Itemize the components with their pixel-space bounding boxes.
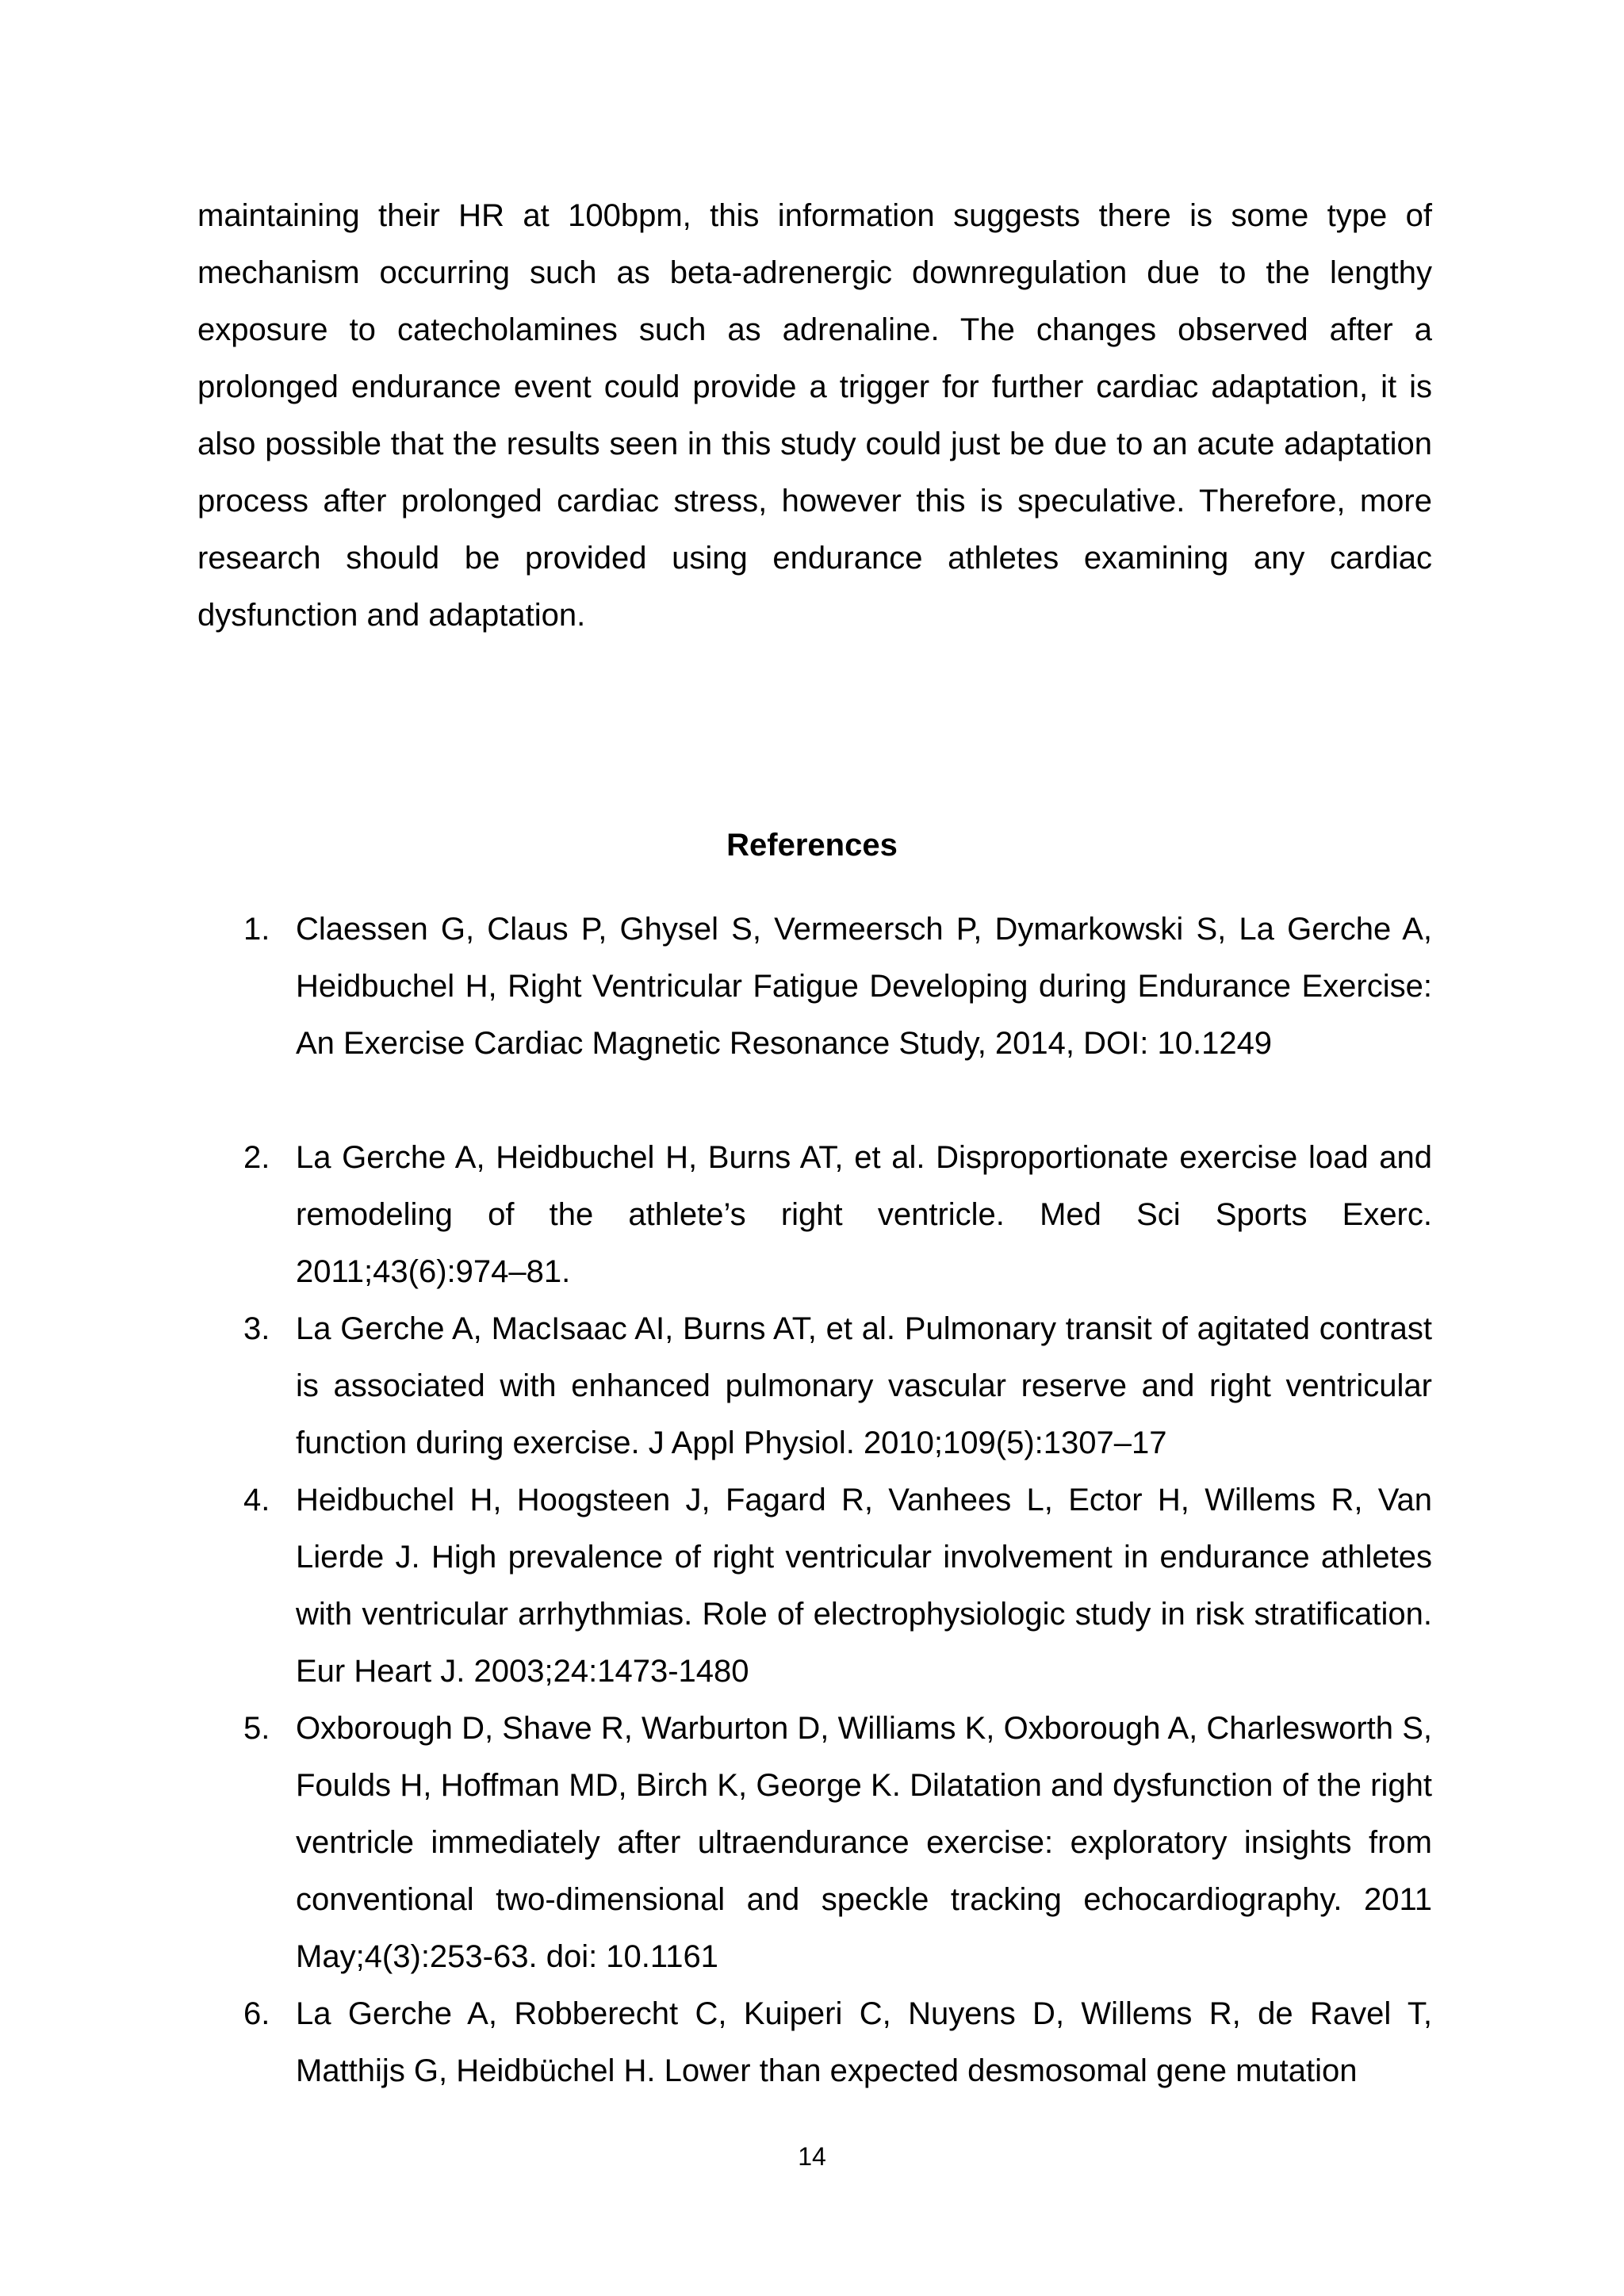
reference-item (197, 1471, 1432, 1700)
reference-text: Heidbuchel H, Hoogsteen J, Fagard R, Vanhees L, Ector H, Willems R, Van Lierde J. High prevalence of right ventricular involvement in endurance athletes with ventricular arrhythmias. Role of electrophysiologic study in risk stratification. Eur Heart J. 2003;24:1473-1480 (296, 1483, 1432, 1689)
reference-number: 5. (243, 1711, 270, 1746)
reference-item (197, 1129, 1432, 1300)
reference-text: Oxborough D, Shave R, Warburton D, Williams K, Oxborough A, Charlesworth S, Foulds H, Hoffman MD, Birch K, George K. Dilatation and dysfunction of the right ventricle immediately after ultraendurance exercise: exploratory insights from conventional two-dimensional and speckle tracking echocardiography. 2011 May;4(3):253-63. doi: 10.1161 (296, 1711, 1432, 1974)
reference-text: Claessen G, Claus P, Ghysel S, Vermeersch P, Dymarkowski S, La Gerche A, Heidbuchel H, Right Ventricular Fatigue Developing during Endurance Exercise: An Exercise Cardiac Magnetic Resonance Study, 2014, DOI: 10.1249 (296, 912, 1432, 1061)
reference-text: La Gerche A, Robberecht C, Kuiperi C, Nuyens D, Willems R, de Ravel T, Matthijs G, Heidbüchel H. Lower than expected desmosomal gene mutation (296, 1996, 1432, 2088)
reference-item (197, 1700, 1432, 1985)
reference-number: 6. (243, 1996, 270, 2031)
page-number: 14 (798, 2142, 826, 2171)
reference-number: 1. (243, 912, 270, 947)
references-heading: References (726, 828, 898, 863)
reference-number: 3. (243, 1311, 270, 1346)
reference-text: La Gerche A, MacIsaac AI, Burns AT, et al. Pulmonary transit of agitated contrast is associated with enhanced pulmonary vascular reserve and right ventricular function during exercise. J Appl Physiol. 2010;109(5):1307–17 (296, 1311, 1432, 1460)
reference-list (197, 901, 1432, 2099)
reference-text: La Gerche A, Heidbuchel H, Burns AT, et al. Disproportionate exercise load and remodeling of the athlete’s right ventricle. Med Sci Sports Exerc. 2011;43(6):974–81. (296, 1140, 1432, 1289)
reference-number: 4. (243, 1483, 270, 1517)
reference-item (197, 1985, 1432, 2099)
reference-number: 2. (243, 1140, 270, 1175)
reference-item (197, 901, 1432, 1129)
body-paragraph: maintaining their HR at 100bpm, this information suggests there is some type of mechanism occurring such as beta-adrenergic downregulation due to the lengthy exposure to catecholamines such as adrenaline. The changes observed after a prolonged endurance event could provide a trigger for further cardiac adaptation, it is also possible that the results seen in this study could just be due to an acute adaptation process after prolonged cardiac stress, however this is speculative. Therefore, more research should be provided using endurance athletes examining any cardiac dysfunction and adaptation. (197, 198, 1432, 633)
reference-item (197, 1300, 1432, 1471)
